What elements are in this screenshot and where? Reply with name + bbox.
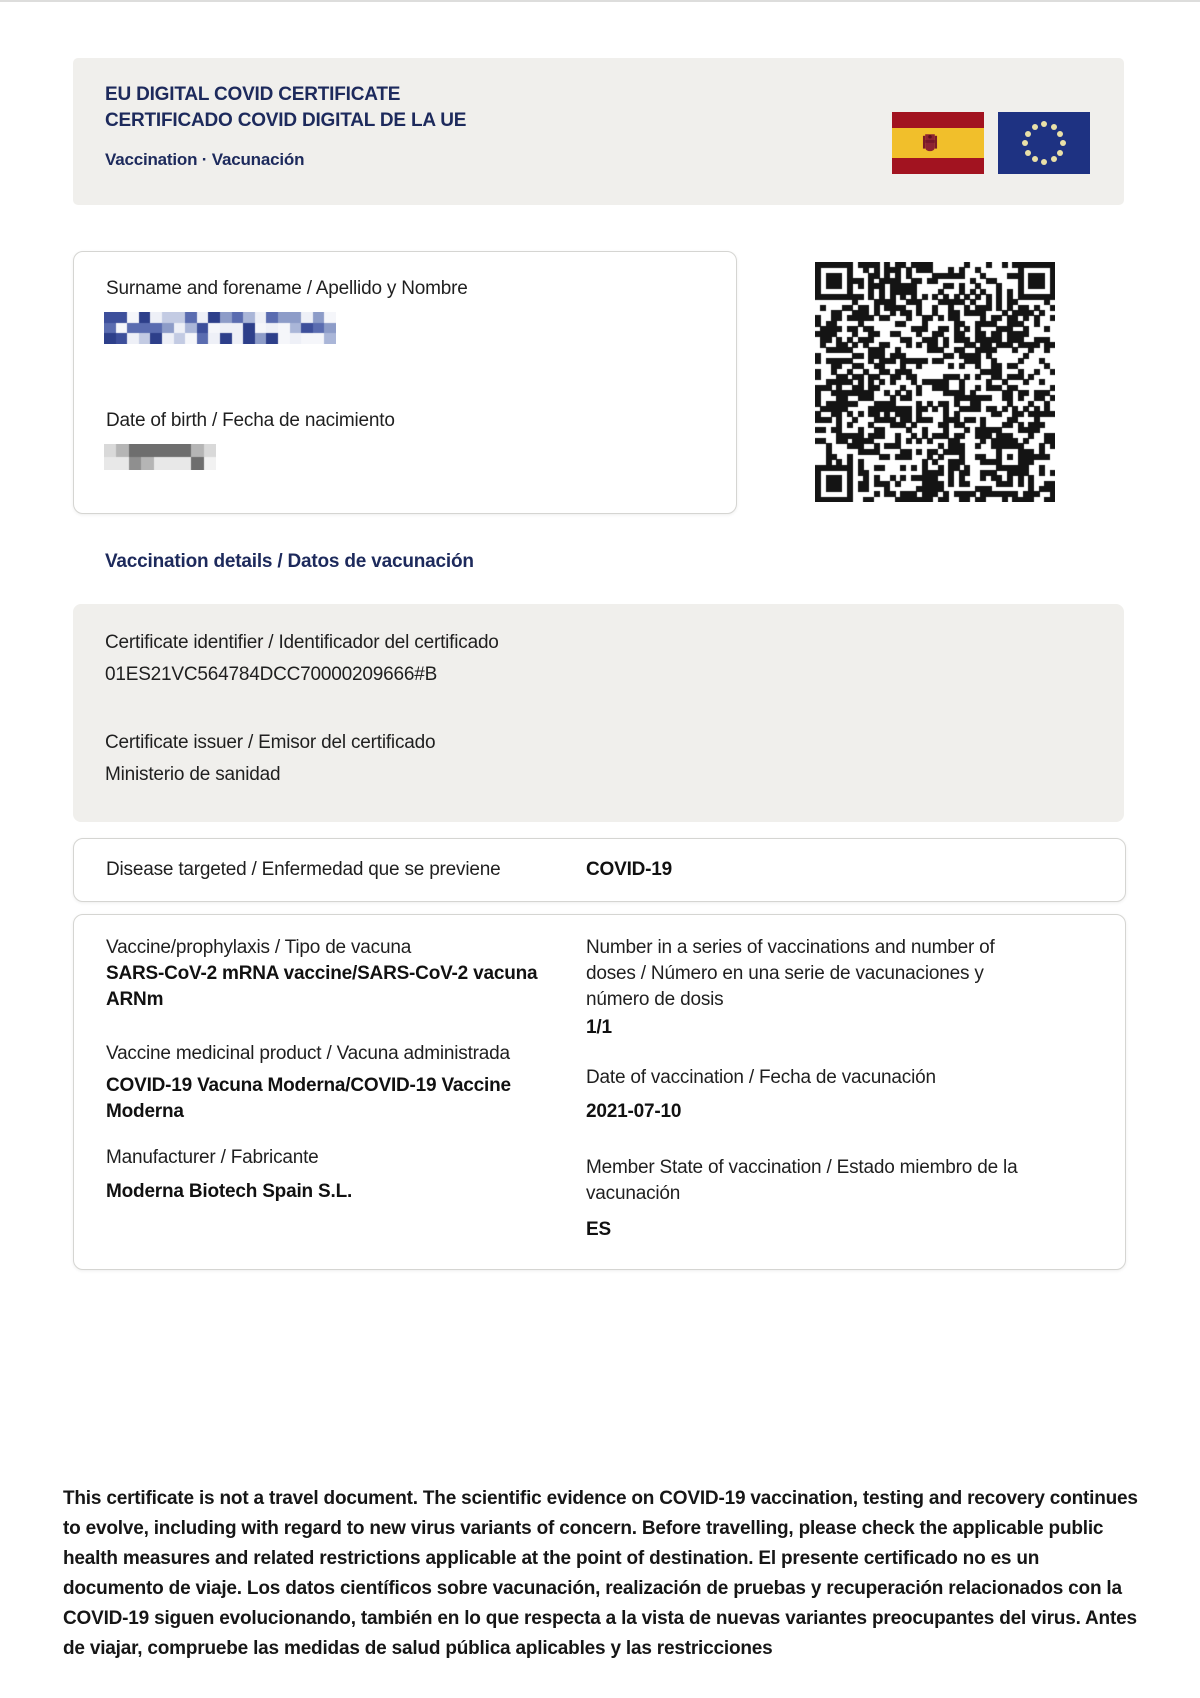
spain-flag-red-top <box>892 112 984 128</box>
dob-label: Date of birth / Fecha de nacimiento <box>106 410 395 431</box>
vaccination-date-label: Date of vaccination / Fecha de vacunación <box>586 1067 936 1088</box>
vaccine-type-label: Vaccine/prophylaxis / Tipo de vacuna <box>106 937 412 958</box>
spain-flag-red-bottom <box>892 158 984 174</box>
manufacturer-value: Moderna Biotech Spain S.L. <box>106 1181 353 1202</box>
vaccination-date-value: 2021-07-10 <box>586 1101 682 1122</box>
member-state-value: ES <box>586 1219 611 1240</box>
vaccine-product-value: COVID-19 Vacuna Moderna/COVID-19 Vaccine Moderna <box>106 1075 511 1122</box>
eu-star-icon <box>1025 150 1031 156</box>
vaccine-type-value: SARS-CoV-2 mRNA vaccine/SARS-CoV-2 vacuna ARNm <box>106 963 538 1010</box>
title-line-es: CERTIFICADO COVID DIGITAL DE LA UE <box>105 110 467 131</box>
eu-flag-icon <box>998 112 1090 174</box>
eu-star-icon <box>1051 156 1057 162</box>
qr-code <box>815 262 1055 502</box>
doses-label: Number in a series of vaccinations and number of doses / Número en una serie de vacunaciones y número de dosis <box>586 937 995 1010</box>
name-redacted-blur <box>104 312 336 344</box>
certificate-issuer-value: Ministerio de sanidad <box>105 764 281 785</box>
vaccination-card <box>73 914 1126 1270</box>
spain-flag-yellow <box>892 128 984 158</box>
disease-card <box>73 838 1126 902</box>
spain-flag-icon <box>892 112 984 174</box>
eu-star-icon <box>1041 121 1047 127</box>
member-state-label: Member State of vaccination / Estado miembro de la vacunación <box>586 1157 1018 1204</box>
certificate-block <box>73 604 1124 822</box>
disease-label: Disease targeted / Enfermedad que se previene <box>106 859 501 880</box>
eu-star-icon <box>1057 150 1063 156</box>
doses-value: 1/1 <box>586 1017 612 1038</box>
certificate-subtitle: Vaccination · Vacunación <box>105 150 305 169</box>
eu-star-icon <box>1057 131 1063 137</box>
header-panel <box>73 58 1124 205</box>
page-top-edge <box>0 0 1200 2</box>
eu-star-icon <box>1022 140 1028 146</box>
certificate-identifier-value: 01ES21VC564784DCC70000209666#B <box>105 664 438 685</box>
eu-flag-stars <box>998 112 1090 174</box>
manufacturer-label: Manufacturer / Fabricante <box>106 1147 319 1168</box>
eu-star-icon <box>1051 124 1057 130</box>
section-heading: Vaccination details / Datos de vacunación <box>105 551 474 572</box>
certificate-title <box>105 82 466 134</box>
eu-star-icon <box>1032 124 1038 130</box>
certificate-identifier-label: Certificate identifier / Identificador del certificado <box>105 632 499 653</box>
footer-disclaimer: This certificate is not a travel document. The scientific evidence on COVID-19 vaccination, testing and recovery continues to evolve, including with regard to new virus variants of concern. Before travelling, please check the applicable public health measures and related restrictions applicable at the point of destination. El presente certificado no es un documento de viaje. Los datos científicos sobre vacunación, realización de pruebas y recuperación relacionados con la COVID-19 siguen evolucionando, también en lo que respecta a la vista de nuevas variantes preocupantes del virus. Antes de viajar, compruebe las medidas de salud pública aplicables y las restricciones <box>63 1488 1138 1659</box>
surname-label: Surname and forename / Apellido y Nombre <box>106 278 468 299</box>
eu-star-icon <box>1041 159 1047 165</box>
eu-star-icon <box>1025 131 1031 137</box>
disease-value: COVID-19 <box>586 859 673 880</box>
eu-star-icon <box>1032 156 1038 162</box>
vaccine-product-label: Vaccine medicinal product / Vacuna administrada <box>106 1043 510 1064</box>
person-card <box>73 251 737 514</box>
dob-redacted-blur <box>104 444 216 470</box>
spain-coat-of-arms-icon <box>922 132 938 154</box>
eu-star-icon <box>1060 140 1066 146</box>
certificate-issuer-label: Certificate issuer / Emisor del certificado <box>105 732 436 753</box>
title-line-en: EU DIGITAL COVID CERTIFICATE <box>105 84 401 105</box>
